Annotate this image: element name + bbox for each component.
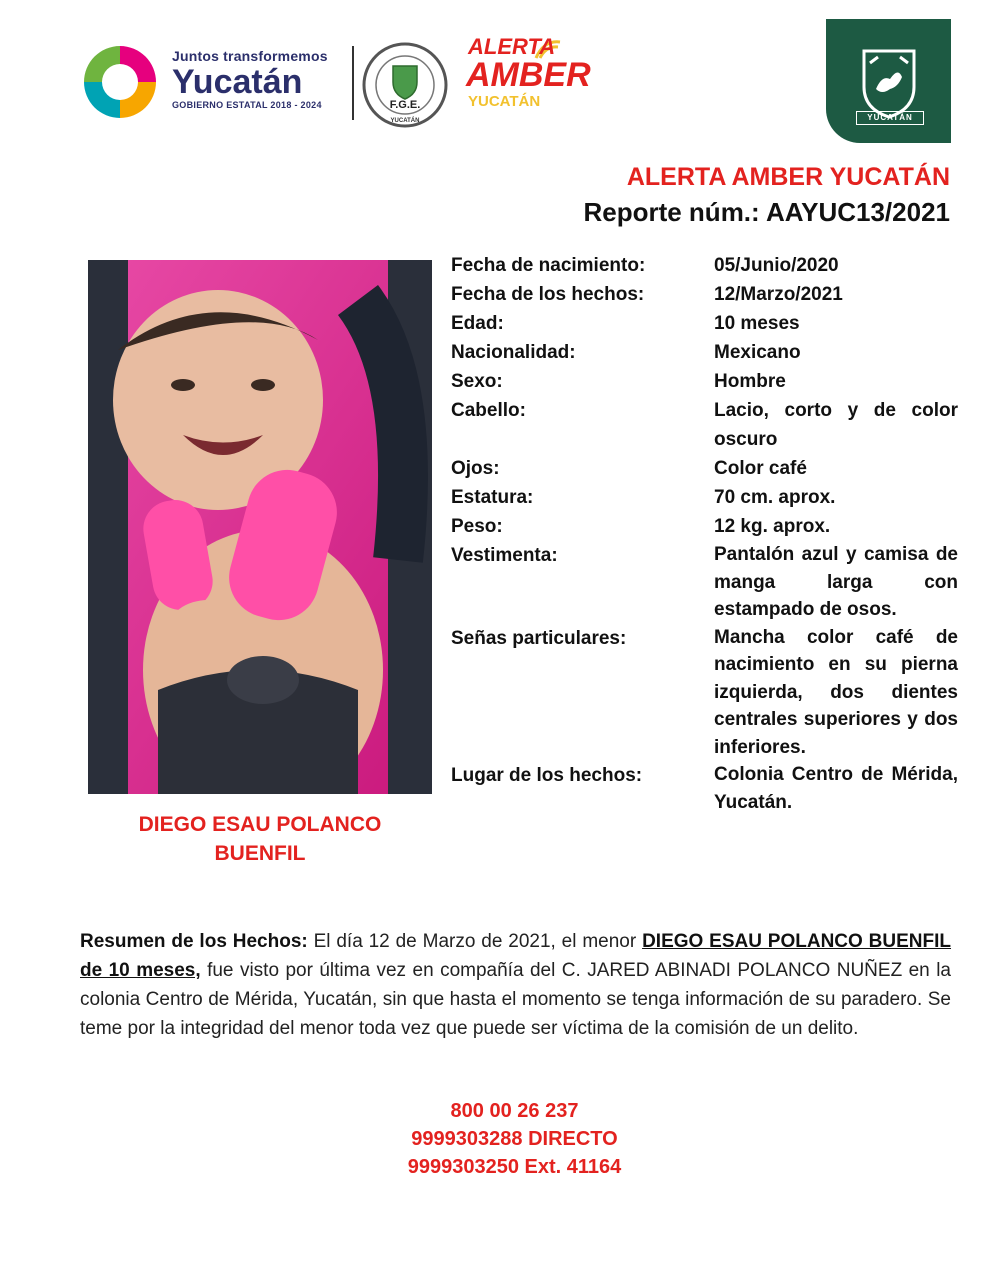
detail-value: Mexicano (714, 342, 801, 363)
detail-label: Sexo: (451, 371, 503, 392)
detail-value: 05/Junio/2020 (714, 255, 839, 276)
summary-highlight: DIEGO ESAU POLANCO BUENFIL de 10 meses, (80, 931, 952, 981)
person-details (451, 251, 958, 816)
detail-value: 12/Marzo/2021 (714, 284, 843, 305)
detail-row (451, 280, 958, 309)
detail-label: Fecha de nacimiento: (451, 255, 646, 276)
detail-row (451, 512, 958, 541)
missing-person-name: DIEGO ESAU POLANCO BUENFIL (138, 813, 382, 865)
amber-alert-logo (462, 34, 591, 118)
summary-text-1: El día 12 de Marzo de 2021, el menor (307, 931, 643, 952)
detail-row (451, 338, 958, 367)
emblem-label: YUCATÁN (856, 111, 924, 125)
yucatan-government-logo-icon (80, 42, 160, 122)
detail-label: Nacionalidad: (451, 342, 576, 363)
contact-phone: 9999303288 DIRECTO (411, 1128, 618, 1150)
summary-label: Resumen de los Hechos: (80, 931, 308, 952)
detail-label: Vestimenta: (451, 545, 558, 566)
detail-row (451, 624, 958, 762)
yucatan-state-emblem (826, 19, 951, 143)
detail-value: 10 meses (714, 313, 800, 334)
detail-label: Edad: (451, 313, 504, 334)
detail-label: Señas particulares: (451, 627, 627, 649)
gov-logo-period: GOBIERNO ESTATAL 2018 - 2024 (172, 100, 322, 110)
detail-label: Fecha de los hechos: (451, 284, 645, 305)
gov-logo-slogan: Juntos transformemos (172, 48, 328, 64)
summary-paragraph (80, 927, 951, 1043)
detail-value: Hombre (714, 371, 786, 392)
amber-logo-line1: ALERTA (468, 34, 556, 59)
detail-value: Color café (714, 458, 807, 479)
contact-phone: 800 00 26 237 (450, 1100, 579, 1122)
fge-seal-icon (362, 42, 448, 128)
header-divider (352, 46, 354, 120)
detail-label: Peso: (451, 516, 503, 537)
detail-value: Colonia Centro de Mérida, Yucatán. (714, 764, 958, 813)
detail-row (451, 309, 958, 338)
yucatan-government-wordmark (172, 48, 352, 110)
detail-label: Ojos: (451, 458, 500, 479)
detail-value: Mancha color café de nacimiento en su pierna izquierda, dos dientes centrales superiores y dos inferiores. (714, 626, 958, 758)
detail-label: Estatura: (451, 487, 534, 508)
detail-row (451, 396, 958, 454)
amber-logo-line3: YUCATÁN (468, 93, 541, 110)
detail-value: Pantalón azul y camisa de manga larga con estampado de osos. (714, 544, 958, 620)
detail-row (451, 483, 958, 512)
detail-row (451, 251, 958, 280)
contact-phone: 9999303250 Ext. 41164 (407, 1156, 622, 1178)
alert-title: ALERTA AMBER YUCATÁN (626, 163, 950, 191)
summary-text-2: fue visto por última vez en compañía del C. JARED ABINADI POLANCO NUÑEZ en la colonia Centro de Mérida, Yucatán, sin que hasta el momento se tenga información de su paradero. Se teme por la integridad del menor toda vez que puede ser víctima de la comisión de un delito. (80, 960, 951, 1039)
detail-row (451, 761, 958, 816)
detail-row (451, 541, 958, 624)
fge-abbr: F.G.E. (389, 99, 421, 111)
detail-value: Lacio, corto y de color oscuro (714, 400, 958, 450)
missing-child-photo (88, 260, 432, 794)
detail-value: 70 cm. aprox. (714, 487, 836, 508)
amber-logo-line2: AMBER (466, 56, 591, 94)
gov-logo-name: Yucatán (172, 63, 303, 101)
detail-row (451, 367, 958, 396)
detail-label: Cabello: (451, 400, 526, 421)
detail-value: 12 kg. aprox. (714, 516, 831, 537)
fge-bottom-text: YUCATÁN (390, 118, 420, 124)
detail-row (451, 454, 958, 483)
report-number: Reporte núm.: AAYUC13/2021 (583, 197, 950, 227)
contact-numbers (300, 1097, 729, 1181)
detail-label: Lugar de los hechos: (451, 765, 643, 786)
